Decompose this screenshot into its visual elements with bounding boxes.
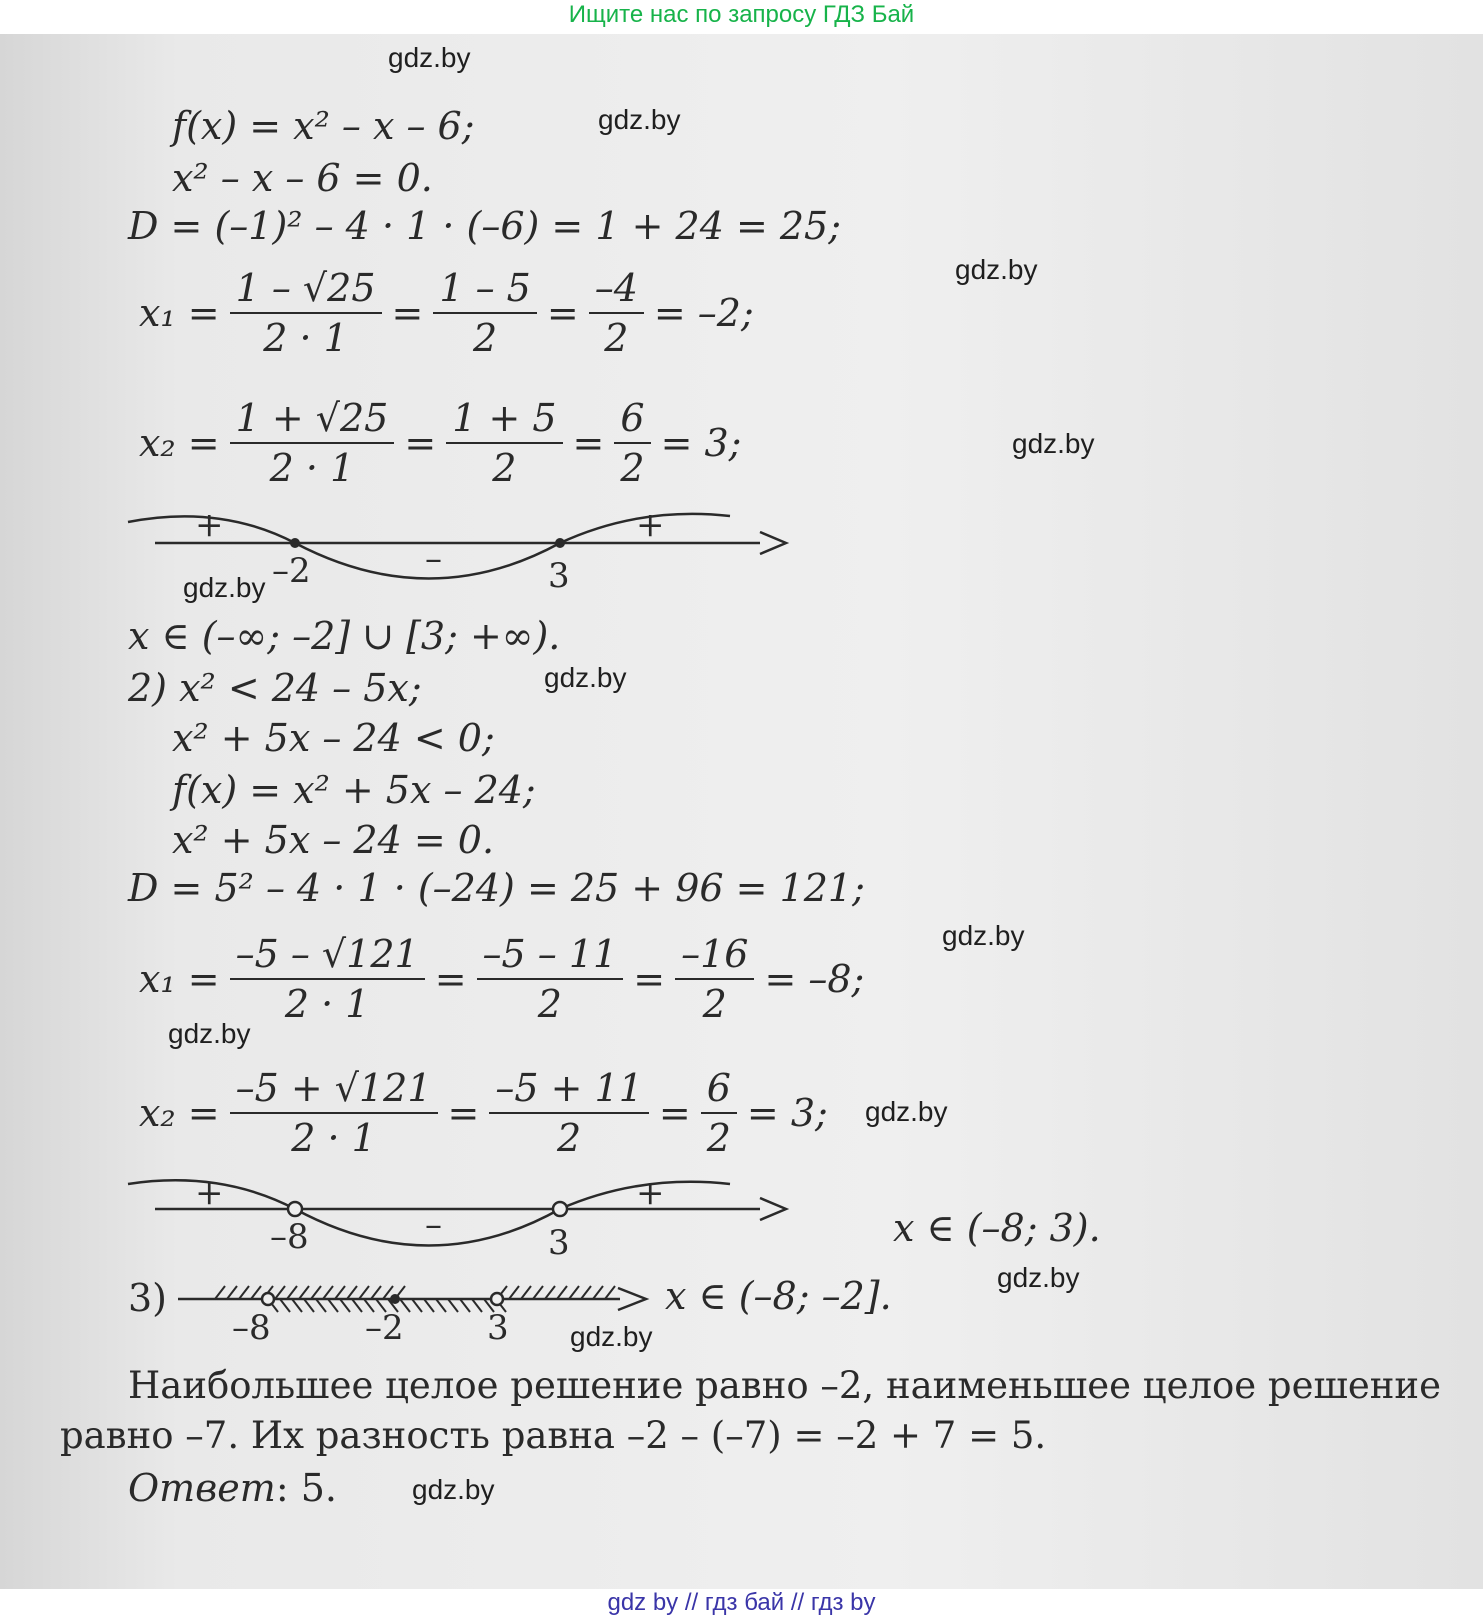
result: = 3;: [746, 1091, 828, 1135]
hatch-stroke: [352, 1299, 362, 1312]
equals-sign: =: [404, 421, 437, 465]
hatch-stroke: [287, 1286, 297, 1299]
root-label: x₂ =: [139, 421, 220, 465]
equals-sign: =: [391, 291, 424, 335]
denominator: 2 · 1: [263, 316, 348, 360]
denominator: 2 · 1: [269, 446, 355, 490]
denominator: 2: [473, 316, 498, 360]
equation-line: f(x) = x² + 5x – 24;: [172, 768, 536, 812]
denominator: 2: [537, 982, 562, 1026]
hatch-stroke: [215, 1286, 225, 1299]
result: = 3;: [660, 421, 742, 465]
denominator: 2: [557, 1116, 582, 1160]
answer-line: [128, 1466, 337, 1510]
hatch-stroke: [335, 1286, 345, 1299]
hatch-stroke: [436, 1299, 446, 1312]
denominator: 2: [620, 446, 645, 490]
numerator: –16: [675, 930, 754, 980]
discriminant-line: D = 5² – 4 · 1 · (–24) = 25 + 96 = 121;: [128, 866, 865, 910]
hatch-stroke: [328, 1299, 338, 1312]
equals-sign: =: [447, 1091, 480, 1135]
hatch-stroke: [557, 1286, 567, 1299]
hatch-stroke: [569, 1286, 579, 1299]
denominator: 2: [706, 1116, 731, 1160]
interval-result: x ∈ (–8; 3).: [893, 1206, 1101, 1250]
sign-label: +: [195, 1173, 224, 1213]
hatch-stroke: [239, 1286, 249, 1299]
point-label: –8: [270, 1217, 309, 1257]
hatch-stroke: [424, 1299, 434, 1312]
root-label: x₁ =: [139, 957, 220, 1001]
hatch-stroke: [280, 1299, 290, 1312]
hatch-stroke: [509, 1286, 519, 1299]
footer-links[interactable]: gdz by // гдз бай // гдз by: [607, 1589, 876, 1616]
part-label: 3): [128, 1276, 168, 1320]
denominator: 2: [604, 316, 629, 360]
watermark: gdz.by: [168, 1018, 251, 1049]
number-line-3: [0, 34, 1483, 1589]
hatch-stroke: [371, 1286, 381, 1299]
numerator: 1 + √25: [230, 394, 395, 444]
point-label: –8: [232, 1308, 271, 1348]
discriminant-line: D = (–1)² – 4 · 1 · (–6) = 1 + 24 = 25;: [128, 204, 842, 248]
hatch-stroke: [316, 1299, 326, 1312]
watermark: gdz.by: [942, 920, 1025, 951]
hatch-stroke: [299, 1286, 309, 1299]
watermark: gdz.by: [183, 572, 266, 603]
hatch-stroke: [340, 1299, 350, 1312]
point-label: 3: [548, 1223, 570, 1263]
equals-sign: =: [572, 421, 605, 465]
watermark: gdz.by: [412, 1474, 495, 1505]
sign-label: +: [636, 1173, 665, 1213]
numerator: 6: [614, 394, 650, 444]
equation-line: f(x) = x² – x – 6;: [172, 104, 475, 148]
root-label: x₂ =: [139, 1091, 220, 1135]
hatch-stroke: [545, 1286, 555, 1299]
hatch-stroke: [311, 1286, 321, 1299]
interval-result: x ∈ (–∞; –2] ∪ [3; +∞).: [128, 614, 561, 658]
hatch-stroke: [605, 1286, 615, 1299]
result: = –2;: [653, 291, 754, 335]
watermark: gdz.by: [1012, 428, 1095, 459]
hatch-stroke: [460, 1299, 470, 1312]
equals-sign: =: [546, 291, 579, 335]
equals-sign: =: [434, 957, 467, 1001]
top-banner[interactable]: Ищите нас по запросу ГДЗ Бай: [568, 1, 915, 28]
hatch-stroke: [292, 1299, 302, 1312]
point-label: –2: [365, 1308, 404, 1348]
equation-line: x² + 5x – 24 < 0;: [172, 716, 495, 760]
equals-sign: =: [633, 957, 666, 1001]
point-label: –2: [272, 551, 311, 591]
numerator: 1 + 5: [446, 394, 562, 444]
watermark: gdz.by: [570, 1321, 653, 1352]
hatch-stroke: [521, 1286, 531, 1299]
sign-label: –: [425, 1205, 442, 1245]
open-point-marker: [262, 1293, 274, 1305]
denominator: 2 · 1: [284, 982, 370, 1026]
numerator: 1 – 5: [433, 264, 537, 314]
hatch-stroke: [412, 1299, 422, 1312]
hatch-stroke: [275, 1286, 285, 1299]
hatch-stroke: [472, 1299, 482, 1312]
hatch-stroke: [304, 1299, 314, 1312]
hatch-stroke: [323, 1286, 333, 1299]
hatching-upper: [215, 1286, 615, 1299]
sign-label: +: [195, 505, 224, 545]
result: = –8;: [764, 957, 865, 1001]
hatch-stroke: [533, 1286, 543, 1299]
watermark: gdz.by: [865, 1096, 948, 1127]
hatch-stroke: [251, 1286, 261, 1299]
open-point-marker: [491, 1293, 503, 1305]
watermark: gdz.by: [598, 104, 681, 135]
hatch-stroke: [581, 1286, 591, 1299]
watermark: gdz.by: [955, 254, 1038, 285]
hatch-stroke: [593, 1286, 603, 1299]
watermark: gdz.by: [997, 1262, 1080, 1293]
point-marker: [390, 1294, 400, 1304]
numerator: –5 – 11: [477, 930, 624, 980]
numerator: –5 + 11: [489, 1064, 649, 1114]
numerator: –5 + √121: [230, 1064, 438, 1114]
numerator: 6: [701, 1064, 737, 1114]
hatch-stroke: [448, 1299, 458, 1312]
equation-line: x² + 5x – 24 = 0.: [172, 818, 495, 862]
hatch-stroke: [347, 1286, 357, 1299]
denominator: 2 · 1: [291, 1116, 376, 1160]
denominator: 2: [492, 446, 517, 490]
numerator: –5 – √121: [230, 930, 425, 980]
scanned-page: [0, 34, 1483, 1589]
numerator: 1 – √25: [230, 264, 382, 314]
sign-label: –: [425, 539, 442, 579]
equation-line: x² – x – 6 = 0.: [172, 156, 433, 200]
hatch-stroke: [359, 1286, 369, 1299]
conclusion-line: равно –7. Их разность равна –2 – (–7) = –2 + 7 = 5.: [60, 1414, 1047, 1457]
answer-label: Ответ: [128, 1466, 276, 1510]
denominator: 2: [702, 982, 727, 1026]
root-label: x₁ =: [139, 291, 220, 335]
equals-sign: =: [658, 1091, 691, 1135]
equation-line: 2) x² < 24 – 5x;: [128, 666, 422, 710]
numerator: –4: [589, 264, 644, 314]
conclusion-line: Наибольшее целое решение равно –2, наименьшее целое решение: [128, 1364, 1441, 1407]
point-label: 3: [487, 1308, 509, 1348]
point-label: 3: [548, 556, 570, 596]
arrow-head-icon: [618, 1288, 646, 1310]
hatch-stroke: [227, 1286, 237, 1299]
watermark: gdz.by: [544, 662, 627, 693]
interval-result: x ∈ (–8; –2].: [665, 1274, 892, 1318]
watermark: gdz.by: [388, 42, 471, 73]
sign-label: +: [636, 505, 665, 545]
answer-value: : 5.: [275, 1466, 337, 1510]
